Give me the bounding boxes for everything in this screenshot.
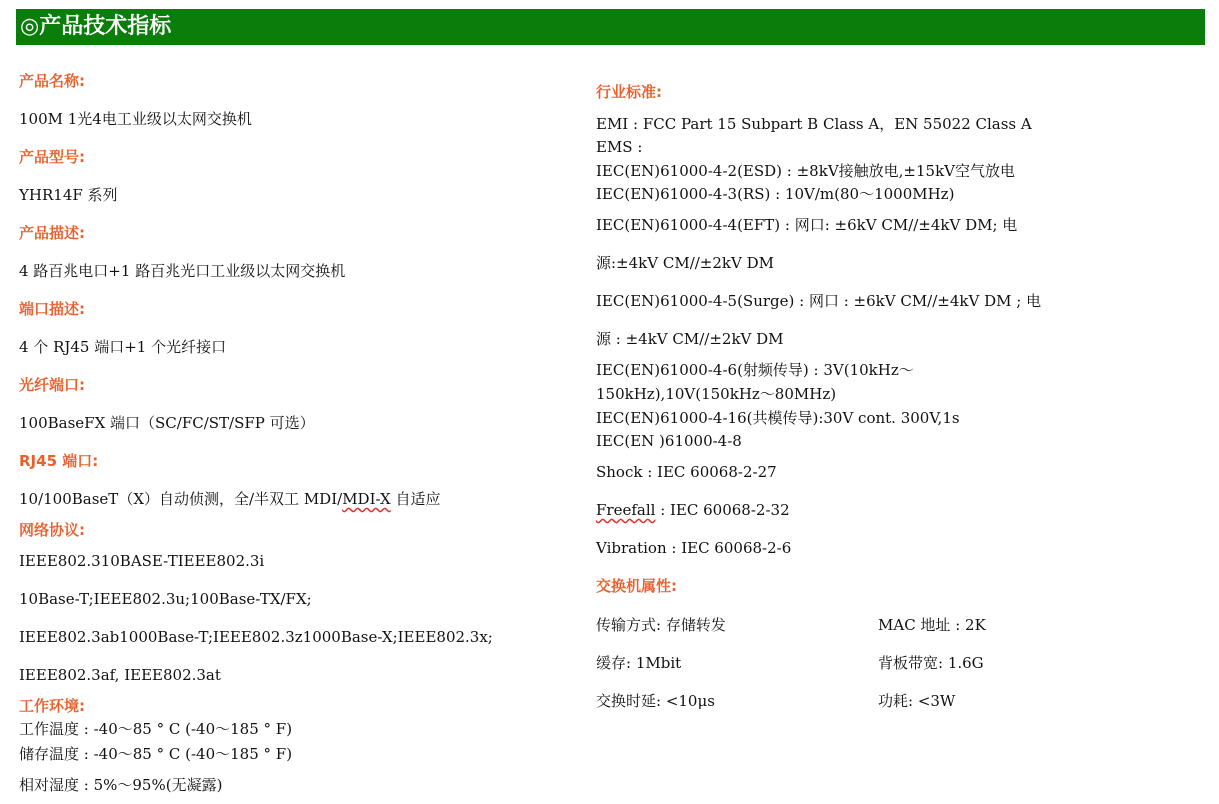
freefall-rest: : IEC 60068-2-32 [655, 501, 790, 519]
model-heading: 产品型号: [19, 148, 85, 166]
standards-line: IEC(EN)61000-4-3(RS) : 10V/m(80～1000MHz) [596, 185, 955, 203]
protocol-line: IEEE802.3ab1000Base-T;IEEE802.3z1000Base-X;IEEE802.3x; [19, 628, 493, 646]
protocol-line: IEEE802.310BASE-TIEEE802.3i [19, 552, 265, 570]
environment-line: 储存温度 : -40～85 ° C (-40～185 ° F) [19, 745, 293, 763]
switch-prop-item: 交换时延: <10μs [596, 692, 715, 710]
switch-prop-item: 背板带宽: 1.6G [878, 654, 984, 672]
product-name-value: 100M 1光4电工业级以太网交换机 [19, 110, 252, 128]
port-desc-value: 4 个 RJ45 端口+1 个光纤接口 [19, 338, 227, 356]
rj45-port-value [19, 489, 441, 509]
standards-line: IEC(EN)61000-4-16(共模传导):30V cont. 300V,1s [596, 409, 960, 427]
environment-line: 工作温度 : -40～85 ° C (-40～185 ° F) [19, 720, 293, 738]
model-value: YHR14F 系列 [19, 186, 118, 204]
standards-line: 150kHz),10V(150kHz～80MHz) [596, 385, 837, 403]
fiber-port-value: 100BaseFX 端口（SC/FC/ST/SFP 可选） [19, 414, 315, 432]
product-name-heading: 产品名称: [19, 72, 85, 90]
description-value: 4 路百兆电口+1 路百兆光口工业级以太网交换机 [19, 262, 346, 280]
standards-heading: 行业标准: [596, 83, 662, 101]
port-desc-heading: 端口描述: [19, 300, 85, 318]
standards-line-freefall [596, 500, 790, 520]
standards-line: IEC(EN)61000-4-5(Surge) : 网口 : ±6kV CM//±4kV DM ; 电 [596, 292, 1042, 310]
switch-prop-item: 功耗: <3W [878, 692, 956, 710]
protocol-line: 10Base-T;IEEE802.3u;100Base-TX/FX; [19, 590, 312, 608]
protocol-heading: 网络协议: [19, 521, 85, 539]
rj45-port-value-suffix: 自适应 [390, 490, 441, 508]
switch-prop-item: MAC 地址 : 2K [878, 616, 986, 634]
switch-prop-item: 缓存: 1Mbit [596, 654, 682, 672]
description-heading: 产品描述: [19, 224, 85, 242]
switch-props-heading: 交换机属性: [596, 577, 677, 595]
standards-line: EMS : [596, 138, 643, 156]
standards-line: IEC(EN)61000-4-4(EFT) : 网口: ±6kV CM//±4kV DM; 电 [596, 216, 1018, 234]
rj45-port-heading: RJ45 端口: [19, 452, 99, 470]
standards-line: EMI : FCC Part 15 Subpart B Class A，EN 55022 Class A [596, 115, 1032, 133]
rj45-port-value-mdix: MDI-X [342, 490, 391, 508]
page-title-banner: ◎产品技术指标 [16, 9, 1205, 45]
rj45-port-value-prefix: 10/100BaseT（X）自动侦测，全/半双工 MDI/ [19, 490, 343, 508]
standards-line: Vibration : IEC 60068-2-6 [596, 539, 792, 557]
standards-line: IEC(EN)61000-4-6(射频传导) : 3V(10kHz～ [596, 361, 914, 379]
freefall-word: Freefall [596, 501, 656, 519]
protocol-line: IEEE802.3af, IEEE802.3at [19, 666, 221, 684]
environment-heading: 工作环境: [19, 697, 85, 715]
switch-prop-item: 传输方式: 存储转发 [596, 616, 726, 634]
environment-line: 相对湿度 : 5%～95%(无凝露) [19, 776, 223, 794]
fiber-port-heading: 光纤端口: [19, 376, 85, 394]
standards-line: IEC(EN )61000-4-8 [596, 432, 742, 450]
standards-line: IEC(EN)61000-4-2(ESD) : ±8kV接触放电,±15kV空气放电 [596, 162, 1015, 180]
standards-line: 源 : ±4kV CM//±2kV DM [596, 330, 784, 348]
standards-line: 源:±4kV CM//±2kV DM [596, 254, 774, 272]
standards-line: Shock : IEC 60068-2-27 [596, 463, 777, 481]
